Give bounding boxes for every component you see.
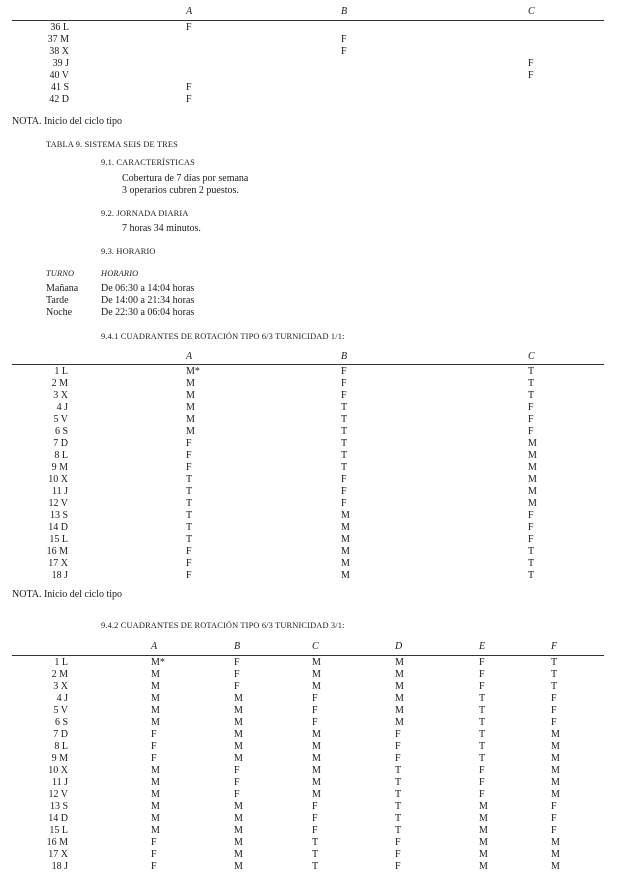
horario-label: HORARIO xyxy=(101,269,139,278)
shift-cell-a: M xyxy=(186,378,195,389)
shift-cell-d: F xyxy=(395,849,401,860)
shift-cell-f: M xyxy=(551,837,560,848)
shift-cell-b: F xyxy=(341,366,347,377)
shift-cell-b: F xyxy=(341,34,347,45)
row-day-label: 9 M xyxy=(51,462,68,473)
shift-cell-a: F xyxy=(186,82,192,93)
shift-cell-c: T xyxy=(312,849,319,860)
shift-cell-c: T xyxy=(528,546,535,557)
column-header-c: C xyxy=(528,351,535,362)
shift-cell-d: T xyxy=(395,825,402,836)
row-day-label: 3 X xyxy=(53,390,68,401)
row-day-label: 41 S xyxy=(50,82,69,93)
shift-cell-b: T xyxy=(341,462,348,473)
shift-cell-a: T xyxy=(186,522,193,533)
row-day-label: 1 L xyxy=(54,657,68,668)
row-day-label: 8 L xyxy=(54,450,68,461)
shift-cell-a: M xyxy=(186,414,195,425)
row-day-label: 13 S xyxy=(49,510,68,521)
row-day-label: 1 L xyxy=(54,366,68,377)
shift-cell-c: T xyxy=(528,570,535,581)
row-day-label: 17 X xyxy=(48,558,68,569)
section-9-2-heading: 9.2. JORNADA DIARIA xyxy=(101,209,189,218)
section-9-1-line-1: Cobertura de 7 días por semana xyxy=(122,173,249,184)
row-day-label: 7 D xyxy=(53,729,68,740)
shift-cell-a: M xyxy=(151,681,160,692)
shift-horario: De 14:00 a 21:34 horas xyxy=(101,295,195,306)
shift-cell-e: F xyxy=(479,681,485,692)
shift-cell-a: F xyxy=(186,546,192,557)
row-day-label: 12 V xyxy=(48,789,68,800)
shift-cell-a: M* xyxy=(186,366,200,377)
shift-cell-a: M xyxy=(151,777,160,788)
row-day-label: 14 D xyxy=(48,522,68,533)
shift-cell-f: M xyxy=(551,789,560,800)
shift-cell-c: M xyxy=(528,450,537,461)
shift-cell-a: M xyxy=(151,669,160,680)
row-day-label: 14 D xyxy=(48,813,68,824)
shift-cell-b: F xyxy=(341,46,347,57)
shift-cell-e: M xyxy=(479,861,488,872)
column-header-c: C xyxy=(312,641,319,652)
shift-cell-c: M xyxy=(312,789,321,800)
shift-cell-e: M xyxy=(479,837,488,848)
row-day-label: 4 J xyxy=(56,402,68,413)
shift-cell-c: M xyxy=(312,741,321,752)
table-rule xyxy=(12,655,604,656)
shift-cell-a: M xyxy=(186,426,195,437)
shift-cell-d: M xyxy=(395,657,404,668)
shift-cell-b: M xyxy=(341,534,350,545)
shift-cell-f: T xyxy=(551,681,558,692)
row-day-label: 10 X xyxy=(48,474,68,485)
shift-cell-a: F xyxy=(186,450,192,461)
row-day-label: 42 D xyxy=(49,94,69,105)
shift-cell-a: M xyxy=(151,801,160,812)
shift-cell-c: F xyxy=(528,510,534,521)
shift-cell-e: M xyxy=(479,801,488,812)
shift-cell-b: F xyxy=(234,789,240,800)
shift-cell-c: T xyxy=(312,861,319,872)
shift-cell-c: F xyxy=(312,825,318,836)
shift-cell-b: M xyxy=(234,801,243,812)
shift-cell-b: M xyxy=(341,510,350,521)
shift-cell-c: F xyxy=(528,534,534,545)
shift-cell-a: F xyxy=(186,558,192,569)
row-day-label: 2 M xyxy=(51,669,68,680)
shift-cell-c: F xyxy=(528,402,534,413)
shift-cell-b: T xyxy=(341,438,348,449)
shift-cell-c: T xyxy=(528,378,535,389)
shift-cell-a: F xyxy=(186,462,192,473)
column-header-d: D xyxy=(395,641,403,652)
column-header-c: C xyxy=(528,6,535,17)
shift-cell-b: M xyxy=(341,570,350,581)
shift-cell-e: T xyxy=(479,753,486,764)
shift-cell-f: T xyxy=(551,669,558,680)
shift-cell-c: M xyxy=(528,486,537,497)
shift-cell-b: T xyxy=(341,402,348,413)
shift-cell-b: M xyxy=(234,849,243,860)
shift-cell-e: F xyxy=(479,765,485,776)
row-day-label: 18 J xyxy=(51,861,68,872)
shift-cell-b: F xyxy=(234,777,240,788)
shift-cell-c: F xyxy=(312,693,318,704)
shift-cell-d: F xyxy=(395,861,401,872)
section-9-1-heading: 9.1. CARACTERÍSTICAS xyxy=(101,158,195,167)
shift-horario: De 22:30 a 06:04 horas xyxy=(101,307,195,318)
shift-cell-e: T xyxy=(479,729,486,740)
row-day-label: 40 V xyxy=(49,70,69,81)
shift-cell-b: M xyxy=(234,861,243,872)
shift-cell-b: M xyxy=(234,813,243,824)
shift-cell-b: M xyxy=(234,753,243,764)
row-day-label: 39 J xyxy=(52,58,69,69)
shift-cell-c: M xyxy=(528,498,537,509)
shift-cell-e: T xyxy=(479,717,486,728)
shift-cell-b: M xyxy=(234,705,243,716)
shift-cell-f: M xyxy=(551,861,560,872)
shift-cell-c: T xyxy=(528,390,535,401)
shift-cell-a: M xyxy=(186,390,195,401)
shift-cell-a: M xyxy=(151,813,160,824)
shift-cell-c: F xyxy=(528,426,534,437)
row-day-label: 18 J xyxy=(51,570,68,581)
shift-cell-a: M xyxy=(151,717,160,728)
shift-cell-a: M xyxy=(151,825,160,836)
shift-cell-d: M xyxy=(395,681,404,692)
row-day-label: 15 L xyxy=(49,534,68,545)
row-day-label: 6 S xyxy=(54,426,68,437)
shift-cell-f: F xyxy=(551,693,557,704)
shift-cell-d: T xyxy=(395,777,402,788)
shift-turno: Mañana xyxy=(46,283,79,294)
column-header-a: A xyxy=(186,6,193,17)
section-9-1-line-2: 3 operarios cubren 2 puestos. xyxy=(122,185,239,196)
section-9-4-2-heading: 9.4.2 CUADRANTES DE ROTACIÓN TIPO 6/3 TURNICIDAD 3/1: xyxy=(101,621,345,630)
shift-cell-c: T xyxy=(528,366,535,377)
shift-cell-f: M xyxy=(551,753,560,764)
shift-cell-a: T xyxy=(186,510,193,521)
shift-cell-f: F xyxy=(551,825,557,836)
shift-cell-c: M xyxy=(312,729,321,740)
row-day-label: 9 M xyxy=(51,753,68,764)
shift-cell-d: M xyxy=(395,717,404,728)
shift-cell-c: F xyxy=(528,522,534,533)
shift-horario: De 06:30 a 14:04 horas xyxy=(101,283,195,294)
shift-cell-c: M xyxy=(528,462,537,473)
shift-cell-c: M xyxy=(312,681,321,692)
shift-cell-a: T xyxy=(186,534,193,545)
shift-cell-a: F xyxy=(151,861,157,872)
shift-cell-b: M xyxy=(341,558,350,569)
shift-cell-a: M xyxy=(151,693,160,704)
shift-cell-e: F xyxy=(479,789,485,800)
shift-cell-a: M xyxy=(151,705,160,716)
shift-cell-e: T xyxy=(479,741,486,752)
shift-cell-c: M xyxy=(312,753,321,764)
shift-cell-c: M xyxy=(312,669,321,680)
shift-cell-a: F xyxy=(151,753,157,764)
row-day-label: 7 D xyxy=(53,438,68,449)
shift-cell-a: F xyxy=(151,837,157,848)
shift-cell-c: M xyxy=(312,765,321,776)
shift-cell-b: F xyxy=(341,474,347,485)
shift-cell-d: T xyxy=(395,765,402,776)
row-day-label: 11 J xyxy=(51,777,68,788)
shift-cell-d: F xyxy=(395,753,401,764)
shift-cell-f: M xyxy=(551,741,560,752)
shift-cell-b: F xyxy=(341,498,347,509)
shift-cell-b: M xyxy=(234,729,243,740)
tabla-9-title: TABLA 9. SISTEMA SEIS DE TRES xyxy=(46,140,178,149)
shift-cell-f: F xyxy=(551,801,557,812)
shift-cell-f: M xyxy=(551,765,560,776)
shift-cell-a: F xyxy=(186,570,192,581)
shift-cell-f: M xyxy=(551,849,560,860)
row-day-label: 11 J xyxy=(51,486,68,497)
row-day-label: 12 V xyxy=(48,498,68,509)
row-day-label: 15 L xyxy=(49,825,68,836)
shift-cell-b: M xyxy=(234,741,243,752)
table-rule xyxy=(12,364,604,365)
shift-cell-e: M xyxy=(479,813,488,824)
shift-cell-b: M xyxy=(234,717,243,728)
shift-cell-c: M xyxy=(528,438,537,449)
row-day-label: 8 L xyxy=(54,741,68,752)
shift-cell-a: T xyxy=(186,486,193,497)
shift-cell-b: F xyxy=(234,681,240,692)
section-9-3-heading: 9.3. HORARIO xyxy=(101,247,156,256)
shift-cell-d: F xyxy=(395,741,401,752)
shift-cell-f: T xyxy=(551,657,558,668)
row-day-label: 5 V xyxy=(53,414,68,425)
shift-cell-a: M xyxy=(151,789,160,800)
shift-cell-d: F xyxy=(395,837,401,848)
nota-inicio-ciclo: NOTA. Inicio del ciclo tipo xyxy=(12,116,123,127)
shift-cell-b: F xyxy=(341,390,347,401)
shift-cell-a: M xyxy=(186,402,195,413)
shift-cell-b: F xyxy=(341,486,347,497)
column-header-b: B xyxy=(341,351,348,362)
shift-cell-c: F xyxy=(312,717,318,728)
turno-label: TURNO xyxy=(46,269,75,278)
shift-cell-a: F xyxy=(186,438,192,449)
column-header-e: E xyxy=(479,641,486,652)
shift-cell-b: T xyxy=(341,414,348,425)
shift-cell-b: M xyxy=(341,522,350,533)
row-day-label: 16 M xyxy=(46,546,68,557)
shift-cell-d: T xyxy=(395,789,402,800)
row-day-label: 2 M xyxy=(51,378,68,389)
column-header-b: B xyxy=(234,641,241,652)
shift-cell-b: T xyxy=(341,450,348,461)
shift-cell-a: F xyxy=(151,741,157,752)
shift-cell-e: F xyxy=(479,657,485,668)
shift-cell-e: T xyxy=(479,693,486,704)
column-header-f: F xyxy=(551,641,558,652)
shift-cell-b: M xyxy=(234,837,243,848)
shift-cell-a: F xyxy=(186,94,192,105)
shift-cell-c: M xyxy=(312,777,321,788)
shift-cell-a: F xyxy=(151,729,157,740)
shift-cell-d: M xyxy=(395,705,404,716)
column-header-a: A xyxy=(151,641,158,652)
shift-cell-d: M xyxy=(395,693,404,704)
shift-cell-a: M xyxy=(151,765,160,776)
shift-cell-e: M xyxy=(479,825,488,836)
shift-cell-f: M xyxy=(551,777,560,788)
shift-cell-b: M xyxy=(341,546,350,557)
shift-cell-c: T xyxy=(528,558,535,569)
shift-cell-c: F xyxy=(528,414,534,425)
row-day-label: 17 X xyxy=(48,849,68,860)
shift-cell-b: F xyxy=(234,669,240,680)
section-9-4-1-heading: 9.4.1 CUADRANTES DE ROTACIÓN TIPO 6/3 TURNICIDAD 1/1: xyxy=(101,332,345,341)
shift-cell-d: T xyxy=(395,801,402,812)
shift-cell-f: F xyxy=(551,705,557,716)
row-day-label: 13 S xyxy=(49,801,68,812)
row-day-label: 36 L xyxy=(50,22,69,33)
shift-cell-f: F xyxy=(551,717,557,728)
shift-turno: Noche xyxy=(46,307,73,318)
shift-cell-b: F xyxy=(234,765,240,776)
shift-cell-e: F xyxy=(479,669,485,680)
shift-cell-f: F xyxy=(551,813,557,824)
shift-cell-b: F xyxy=(234,657,240,668)
shift-cell-d: F xyxy=(395,729,401,740)
shift-cell-c: M xyxy=(528,474,537,485)
shift-cell-b: F xyxy=(341,378,347,389)
column-header-b: B xyxy=(341,6,348,17)
shift-cell-c: F xyxy=(312,813,318,824)
shift-cell-a: F xyxy=(151,849,157,860)
shift-cell-e: M xyxy=(479,849,488,860)
shift-cell-e: F xyxy=(479,777,485,788)
shift-cell-b: M xyxy=(234,693,243,704)
shift-cell-d: M xyxy=(395,669,404,680)
column-header-a: A xyxy=(186,351,193,362)
shift-cell-b: M xyxy=(234,825,243,836)
shift-cell-c: F xyxy=(312,705,318,716)
nota-inicio-ciclo: NOTA. Inicio del ciclo tipo xyxy=(12,589,123,600)
row-day-label: 10 X xyxy=(48,765,68,776)
row-day-label: 16 M xyxy=(46,837,68,848)
shift-cell-c: F xyxy=(528,58,534,69)
shift-cell-c: F xyxy=(312,801,318,812)
row-day-label: 3 X xyxy=(53,681,68,692)
row-day-label: 5 V xyxy=(53,705,68,716)
shift-turno: Tarde xyxy=(46,295,69,306)
row-day-label: 38 X xyxy=(49,46,69,57)
shift-cell-d: T xyxy=(395,813,402,824)
shift-cell-f: M xyxy=(551,729,560,740)
row-day-label: 37 M xyxy=(47,34,69,45)
shift-cell-c: F xyxy=(528,70,534,81)
table-rule xyxy=(12,20,604,21)
row-day-label: 4 J xyxy=(56,693,68,704)
shift-cell-c: T xyxy=(312,837,319,848)
shift-cell-a: T xyxy=(186,498,193,509)
shift-cell-c: M xyxy=(312,657,321,668)
section-9-2-line-1: 7 horas 34 minutos. xyxy=(122,223,201,234)
shift-cell-e: T xyxy=(479,705,486,716)
shift-cell-a: M* xyxy=(151,657,165,668)
row-day-label: 6 S xyxy=(54,717,68,728)
shift-cell-a: T xyxy=(186,474,193,485)
shift-cell-a: F xyxy=(186,22,192,33)
shift-cell-b: T xyxy=(341,426,348,437)
